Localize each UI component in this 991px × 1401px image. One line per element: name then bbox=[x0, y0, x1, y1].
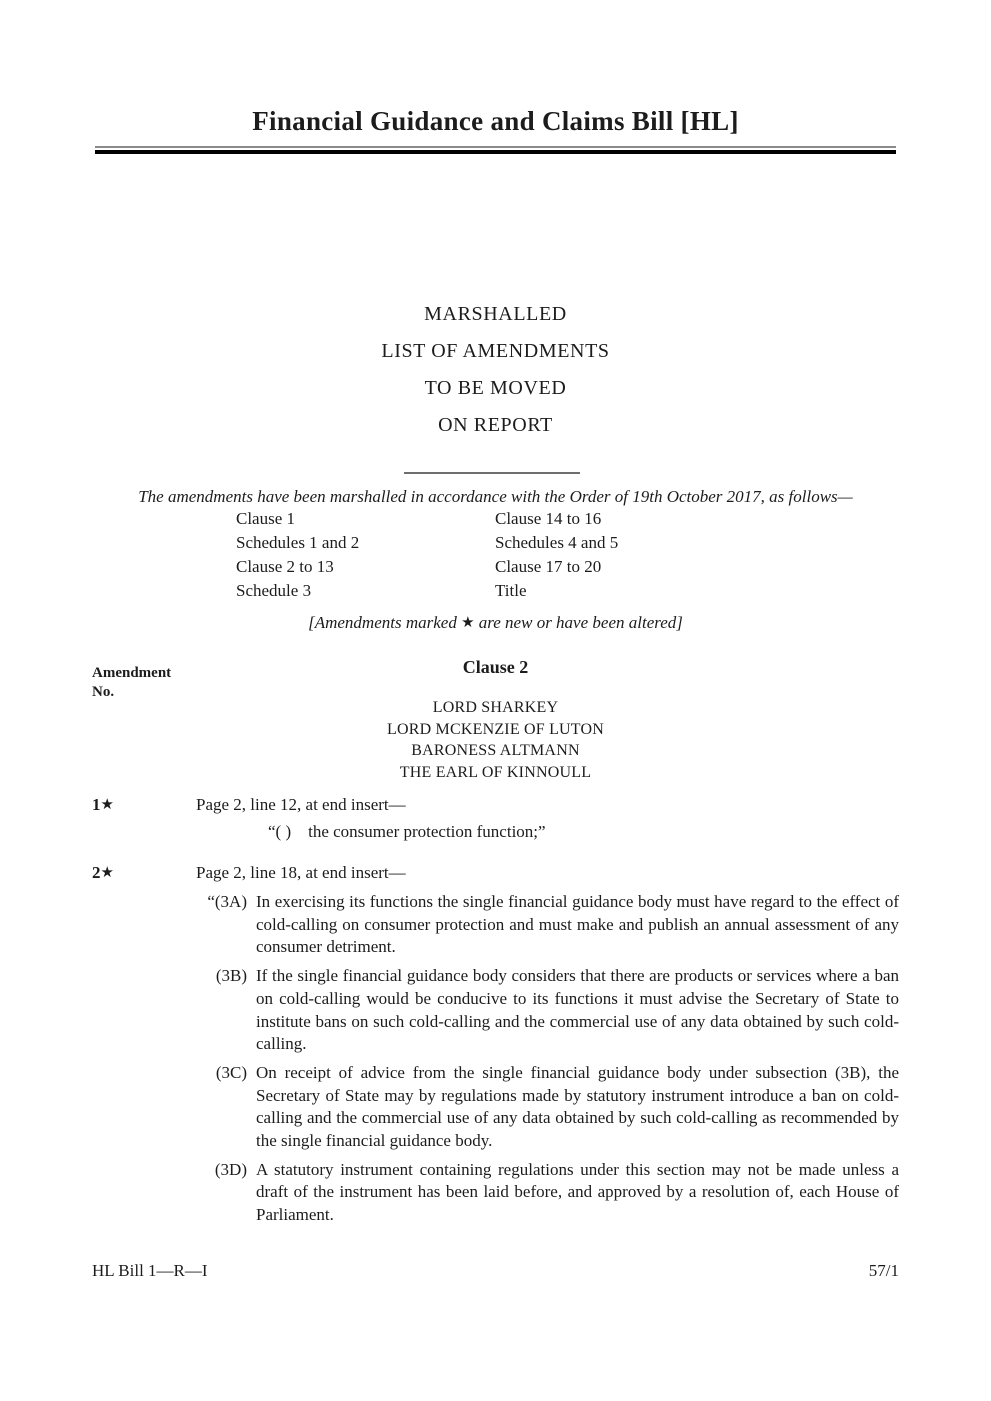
order-item: Clause 17 to 20 bbox=[495, 557, 602, 576]
order-item: Clause 14 to 16 bbox=[495, 509, 602, 528]
star-note-prefix: [Amendments marked bbox=[308, 613, 462, 632]
clause-heading: Clause 2 bbox=[462, 657, 529, 677]
section-divider bbox=[404, 472, 580, 474]
amendment-1-inserted-text: “( ) the consumer protection function;” bbox=[268, 822, 546, 841]
subsection-3c bbox=[196, 1062, 899, 1153]
marshalling-order-left-column bbox=[236, 507, 359, 603]
order-item: Title bbox=[495, 581, 527, 600]
subsection-label: (3C) bbox=[215, 1062, 247, 1082]
order-item: Schedules 1 and 2 bbox=[236, 533, 360, 552]
star-icon: ★ bbox=[100, 865, 114, 881]
star-icon: ★ bbox=[100, 797, 114, 813]
subsection-text: If the single financial guidance body considers that there are products or services where a ban on cold-calling would be conducive to its functions it must advise the Secretary of State to institute bans on such cold-calling and the commercial use of any data obtained by such cold-calling. bbox=[256, 966, 899, 1054]
title-rule bbox=[95, 146, 896, 154]
document-headings bbox=[0, 296, 991, 444]
amendment-number-text: 1 bbox=[92, 795, 101, 814]
amendment-1-instruction: Page 2, line 12, at end insert— bbox=[196, 795, 406, 814]
sponsor: LORD MCKENZIE OF LUTON bbox=[387, 720, 604, 738]
page-number: 57/1 bbox=[868, 1261, 899, 1280]
sponsor: LORD SHARKEY bbox=[432, 699, 559, 716]
subsection-label: (3B) bbox=[215, 966, 247, 986]
page-footer bbox=[92, 1261, 899, 1281]
subsection-text: In exercising its functions the single financial guidance body must have regard to the effect of cold-calling on consumer protection and must make and publish an annual assessment of any consumer detriment. bbox=[256, 892, 899, 957]
page-title: Financial Guidance and Claims Bill [HL] bbox=[252, 106, 739, 136]
subsection-label: (3D) bbox=[214, 1159, 247, 1179]
star-legend-note bbox=[0, 613, 991, 633]
subsection-3d bbox=[196, 1159, 899, 1227]
amendment-number-text: 2 bbox=[92, 863, 101, 882]
heading-to-be-moved: TO BE MOVED bbox=[424, 377, 567, 399]
order-item: Schedule 3 bbox=[236, 581, 312, 600]
amendment-2-instruction: Page 2, line 18, at end insert— bbox=[196, 863, 406, 882]
heading-list-of-amendments: LIST OF AMENDMENTS bbox=[381, 340, 610, 362]
marshalling-note: The amendments have been marshalled in accordance with the Order of 19th October 2017, as follows— bbox=[138, 487, 853, 506]
star-note-suffix: are new or have been altered] bbox=[474, 613, 683, 632]
amendment-2-number bbox=[92, 861, 114, 886]
star-icon: ★ bbox=[461, 615, 475, 631]
order-item: Clause 2 to 13 bbox=[236, 557, 334, 576]
subsection-text: A statutory instrument containing regulations under this section may not be made unless a draft of the instrument has been laid before, and approved by a resolution of, each House of Parliament. bbox=[256, 1159, 899, 1225]
sponsor-list bbox=[0, 697, 991, 784]
amendment-1-number bbox=[92, 793, 114, 818]
subsection-text: On receipt of advice from the single financial guidance body under subsection (3B), the Secretary of State may by regulations made by statutory instrument introduce a ban on cold-calling and the commercial use of any data obtained by such cold-calling as recommended by the single financial guidance body. bbox=[256, 1062, 899, 1151]
subsection-label: “(3A) bbox=[207, 892, 247, 911]
amendment-no-header-line1: Amendment bbox=[92, 665, 172, 681]
amendment-2 bbox=[92, 861, 899, 1233]
subsection-list bbox=[196, 891, 899, 1227]
subsection-3b bbox=[196, 965, 899, 1056]
marshalling-order bbox=[0, 507, 991, 607]
bill-reference: HL Bill 1—R—I bbox=[92, 1261, 208, 1280]
amendment-1 bbox=[92, 793, 899, 843]
marshalling-order-right-column bbox=[495, 507, 618, 603]
sponsor: THE EARL OF KINNOULL bbox=[399, 764, 592, 782]
order-item: Schedules 4 and 5 bbox=[495, 533, 619, 552]
heading-marshalled: MARSHALLED bbox=[424, 303, 567, 325]
order-item: Clause 1 bbox=[236, 509, 296, 528]
sponsor: BARONESS ALTMANN bbox=[411, 742, 580, 760]
heading-on-report: ON REPORT bbox=[438, 414, 553, 436]
subsection-3a bbox=[196, 891, 899, 959]
amendment-no-header-line2: No. bbox=[92, 684, 115, 700]
